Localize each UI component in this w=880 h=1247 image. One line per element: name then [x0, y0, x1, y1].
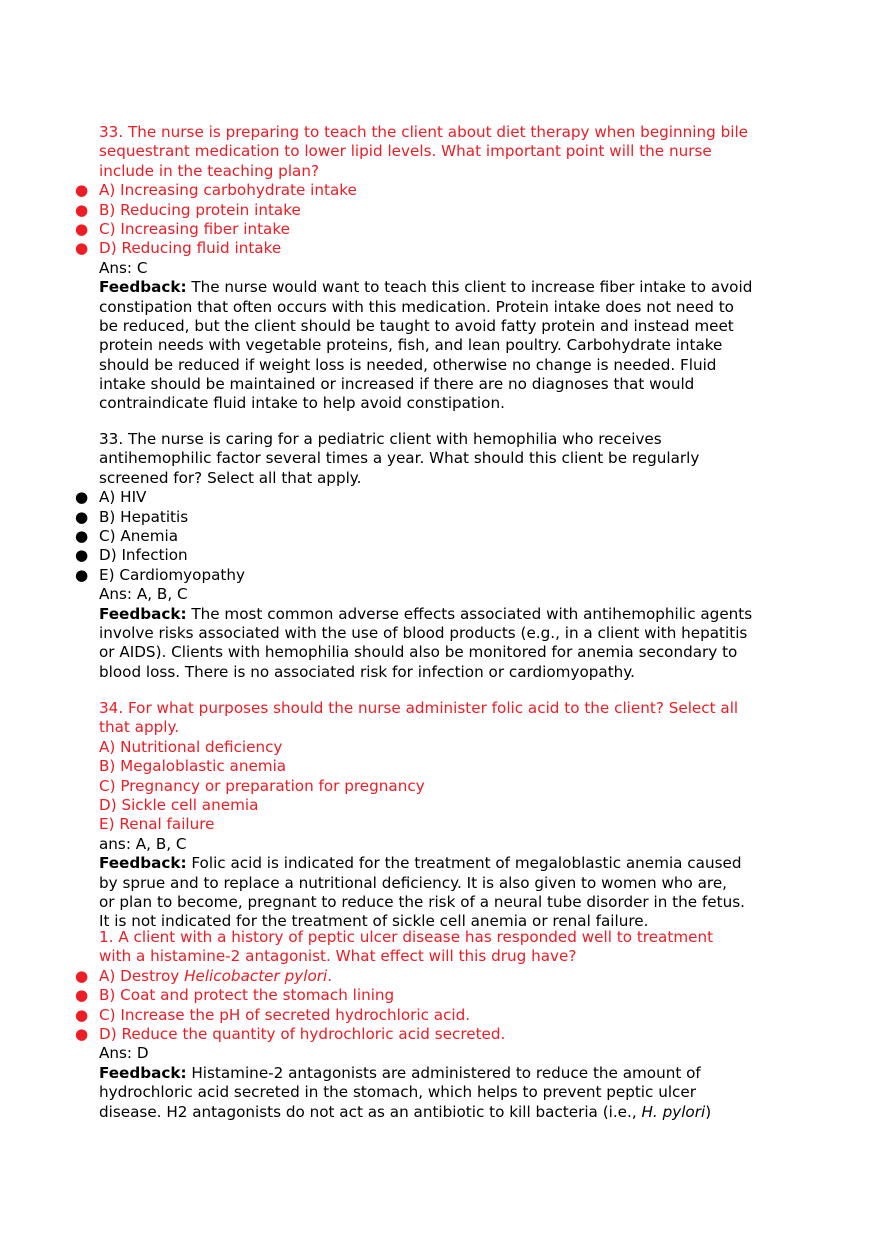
answer-key: Ans: D: [99, 1044, 149, 1063]
feedback-label: Feedback:: [99, 1063, 187, 1082]
answer-option: ● B) Coat and protect the stomach lining: [75, 986, 395, 1005]
feedback-line: involve risks associated with the use of blood products (e.g., in a client with hepatitis: [99, 623, 748, 642]
feedback-line: by sprue and to replace a nutritional deficiency. It is also given to women who are,: [99, 873, 727, 892]
answer-option: ● B) Hepatitis: [75, 507, 189, 526]
answer-option: E) Renal failure: [99, 815, 215, 834]
answer-option: A) Nutritional deficiency: [99, 737, 283, 756]
feedback-line: intake should be maintained or increased if there are no diagnoses that would: [99, 375, 695, 394]
feedback-line: contraindicate fluid intake to help avoid constipation.: [99, 394, 505, 413]
answer-option: ● D) Reducing fluid intake: [75, 239, 282, 258]
bullet-icon: ●: [75, 1024, 89, 1043]
feedback-line: Feedback: The most common adverse effects associated with antihemophilic agents: [99, 604, 753, 623]
bullet-icon: ●: [75, 507, 89, 526]
answer-option: ● C) Increasing fiber intake: [75, 219, 290, 238]
question-stem: 33. The nurse is caring for a pediatric client with hemophilia who receives: [99, 430, 662, 448]
question-34-folic-acid: [99, 699, 799, 932]
bullet-icon: ●: [75, 526, 89, 545]
feedback-line: Feedback: Folic acid is indicated for the treatment of megaloblastic anemia caused: [99, 854, 742, 873]
answer-option: ● A) Increasing carbohydrate intake: [75, 181, 357, 200]
feedback-line: be reduced, but the client should be taught to avoid fatty protein and instead meet: [99, 316, 734, 335]
answer-option: ● D) Infection: [75, 546, 188, 565]
question-stem: with a histamine-2 antagonist. What effect will this drug have?: [99, 947, 577, 966]
feedback-line: blood loss. There is no associated risk for infection or cardiomyopathy.: [99, 662, 635, 681]
question-stem: screened for? Select all that apply.: [99, 468, 362, 487]
bullet-icon: ●: [75, 546, 89, 565]
question-stem: that apply.: [99, 718, 180, 737]
feedback-label: Feedback:: [99, 604, 187, 623]
answer-key: ans: A, B, C: [99, 834, 187, 853]
feedback-line: hydrochloric acid secreted in the stomach, which helps to prevent peptic ulcer: [99, 1083, 696, 1102]
answer-option: ● A) Destroy Helicobacter pylori.: [75, 966, 333, 985]
bullet-icon: ●: [75, 565, 89, 584]
feedback-line: It is not indicated for the treatment of sickle cell anemia or renal failure.: [99, 912, 649, 931]
feedback-line: Feedback: The nurse would want to teach this client to increase fiber intake to avoid: [99, 278, 753, 297]
bullet-icon: ●: [75, 181, 89, 200]
bullet-icon: ●: [75, 200, 89, 219]
question-stem: antihemophilic factor several times a year. What should this client be regularly: [99, 449, 700, 468]
bullet-icon: ●: [75, 966, 89, 985]
question-33-hemophilia: [75, 430, 799, 682]
answer-key: Ans: A, B, C: [99, 585, 188, 604]
question-stem: 33. The nurse is preparing to teach the client about diet therapy when beginning bile: [99, 123, 749, 141]
answer-option: ● C) Anemia: [75, 526, 179, 545]
answer-option: C) Pregnancy or preparation for pregnancy: [99, 776, 425, 795]
answer-key: Ans: C: [99, 258, 148, 277]
question-stem: include in the teaching plan?: [99, 161, 320, 180]
question-stem: 34. For what purposes should the nurse administer folic acid to the client? Select all: [99, 699, 739, 717]
answer-option: ● B) Reducing protein intake: [75, 200, 301, 219]
bullet-icon: ●: [75, 986, 89, 1005]
answer-option: ● E) Cardiomyopathy: [75, 565, 245, 584]
feedback-line: disease. H2 antagonists do not act as an antibiotic to kill bacteria (i.e., H. pylori): [99, 1102, 712, 1121]
answer-option: D) Sickle cell anemia: [99, 795, 259, 814]
question-stem: 1. A client with a history of peptic ulcer disease has responded well to treatment: [99, 928, 714, 946]
bullet-icon: ●: [75, 488, 89, 507]
feedback-label: Feedback:: [99, 278, 187, 297]
feedback-label: Feedback:: [99, 854, 187, 873]
feedback-line: or plan to become, pregnant to reduce the risk of a neural tube disorder in the fetus.: [99, 892, 745, 911]
question-33-diet: [75, 123, 799, 414]
bullet-icon: ●: [75, 219, 89, 238]
feedback-line: protein needs with vegetable proteins, fish, and lean poultry. Carbohydrate intake: [99, 336, 723, 355]
question-1-peptic-ulcer: [75, 928, 799, 1122]
answer-option: ● C) Increase the pH of secreted hydrochloric acid.: [75, 1005, 471, 1024]
answer-option: B) Megaloblastic anemia: [99, 757, 287, 776]
feedback-line: constipation that often occurs with this medication. Protein intake does not need to: [99, 297, 734, 316]
feedback-line: should be reduced if weight loss is needed, otherwise no change is needed. Fluid: [99, 355, 717, 374]
answer-option: ● A) HIV: [75, 488, 147, 507]
question-stem: sequestrant medication to lower lipid levels. What important point will the nurse: [99, 142, 712, 161]
bullet-icon: ●: [75, 1005, 89, 1024]
bullet-icon: ●: [75, 239, 89, 258]
feedback-line: Feedback: Histamine-2 antagonists are administered to reduce the amount of: [99, 1063, 701, 1082]
answer-option: ● D) Reduce the quantity of hydrochloric acid secreted.: [75, 1024, 506, 1043]
feedback-line: or AIDS). Clients with hemophilia should also be monitored for anemia secondary to: [99, 643, 738, 662]
